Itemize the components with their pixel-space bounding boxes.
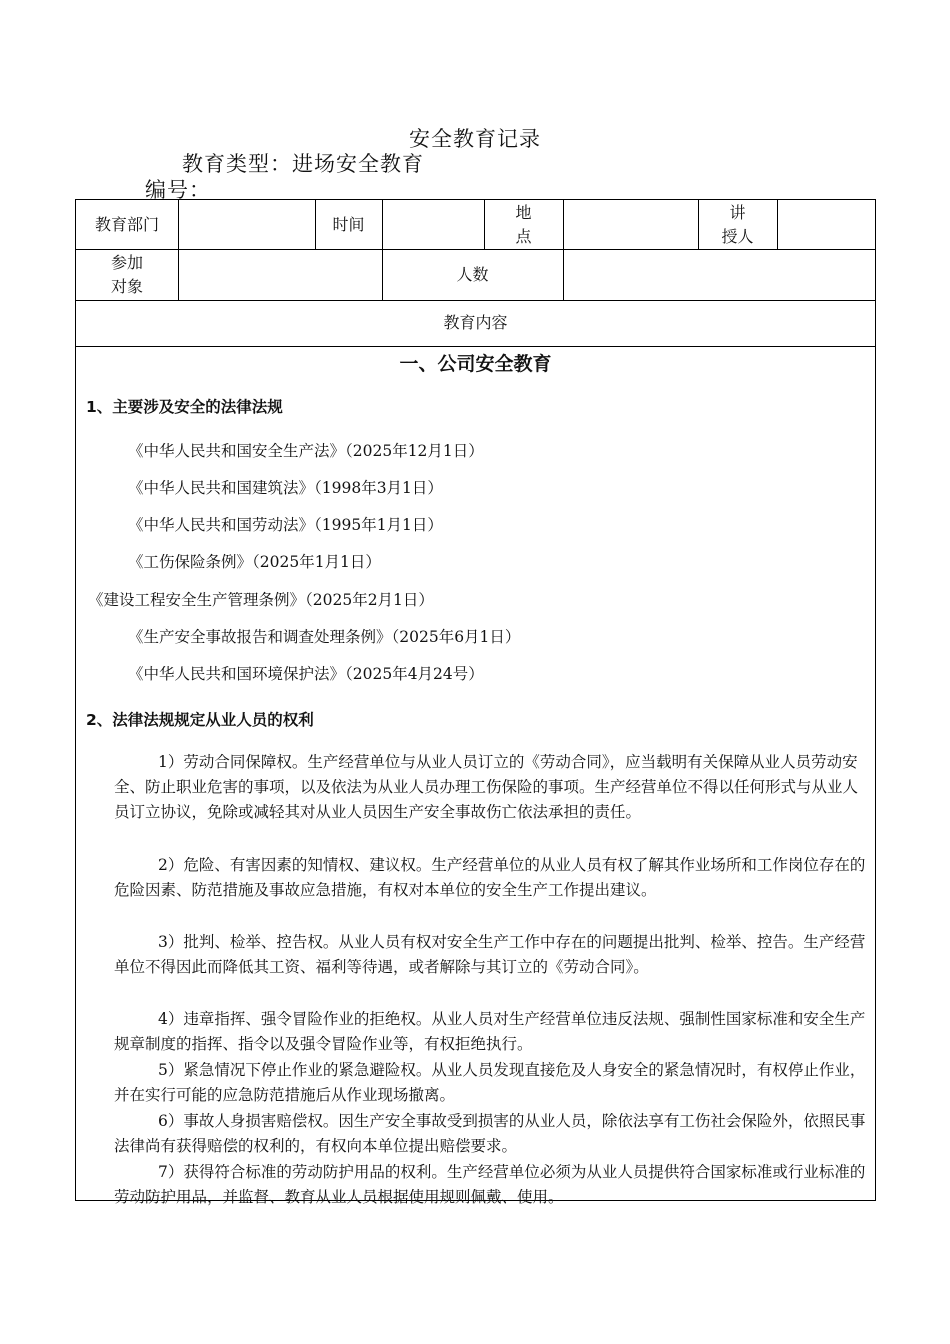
- right-paragraph: 1）劳动合同保障权。生产经营单位与从业人员订立的《劳动合同》，应当载明有关保障从业人员劳动安全、防止职业危害的事项，以及依法为从业人员办理工伤保险的事项。生产经营单位不得以任何形式与从业人员订立协议，免除或减轻其对从业人员因生产安全事故伤亡依法承担的责任。: [114, 753, 859, 821]
- dept-label: 教育部门: [94, 214, 159, 234]
- record-table: [75, 199, 876, 1206]
- count-label: 人数: [456, 264, 489, 284]
- law-item: 《中华人民共和国环境保护法》（2025年4月24号）: [128, 665, 484, 683]
- dept-value[interactable]: [178, 200, 315, 249]
- right-paragraph: 5）紧急情况下停止作业的紧急避险权。从业人员发现直接危及人身安全的紧急情况时，有权停止作业，并在实行可能的应急防范措施后从作业现场撤离。: [114, 1061, 866, 1104]
- row-divider: [76, 346, 875, 347]
- laws-heading: 1、主要涉及安全的法律法规: [86, 398, 283, 416]
- law-item: 《建设工程安全生产管理条例》（2025年2月1日）: [88, 591, 434, 609]
- rights-heading: 2、法律法规规定从业人员的权利: [86, 711, 314, 729]
- content-label: 教育内容: [443, 313, 508, 332]
- count-value[interactable]: [563, 249, 875, 300]
- right-paragraph: 2）危险、有害因素的知情权、建议权。生产经营单位的从业人员有权了解其作业场所和工作岗位存在的危险因素、防范措施及事故应急措施，有权对本单位的安全生产工作提出建议。: [114, 856, 866, 899]
- law-item: 《中华人民共和国劳动法》（1995年1月1日）: [128, 516, 443, 534]
- participants-value[interactable]: [178, 249, 382, 300]
- right-paragraph: 3）批判、检举、控告权。从业人员有权对安全生产工作中存在的问题提出批判、检举、控告。生产经营单位不得因此而降低其工资、福利等待遇，或者解除与其订立的《劳动合同》。: [114, 933, 866, 976]
- teacher-value[interactable]: [777, 200, 875, 249]
- law-item: 《工伤保险条例》（2025年1月1日）: [128, 553, 381, 571]
- law-item: 《生产安全事故报告和调查处理条例》（2025年6月1日）: [128, 628, 521, 646]
- section-title: 一、公司安全教育: [399, 353, 552, 375]
- time-label: 时间: [332, 214, 365, 234]
- place-label: 地 点: [515, 202, 532, 246]
- place-value[interactable]: [563, 200, 698, 249]
- document-title: 安全教育记录: [409, 127, 541, 151]
- law-item: 《中华人民共和国安全生产法》（2025年12月1日）: [128, 442, 484, 460]
- education-type: 教育类型：进场安全教育: [182, 152, 424, 176]
- time-value[interactable]: [382, 200, 484, 249]
- right-paragraph: 7）获得符合标准的劳动防护用品的权利。生产经营单位必须为从业人员提供符合国家标准或行业标准的劳动防护用品，并监督、教育从业人员根据使用规则佩戴、使用。: [114, 1163, 866, 1206]
- record-number-label: 编号：: [145, 178, 211, 202]
- right-paragraph: 6）事故人身损害赔偿权。因生产安全事故受到损害的从业人员，除依法享有工伤社会保险外，依照民事法律尚有获得赔偿的权利的，有权向本单位提出赔偿要求。: [114, 1112, 866, 1155]
- right-paragraph: 4）违章指挥、强令冒险作业的拒绝权。从业人员对生产经营单位违反法规、强制性国家标准和安全生产规章制度的指挥、指令以及强令冒险作业等，有权拒绝执行。: [114, 1010, 866, 1053]
- participants-label: 参加 对象: [110, 252, 143, 296]
- teacher-label: 讲 授人: [721, 202, 754, 246]
- law-item: 《中华人民共和国建筑法》（1998年3月1日）: [128, 479, 443, 497]
